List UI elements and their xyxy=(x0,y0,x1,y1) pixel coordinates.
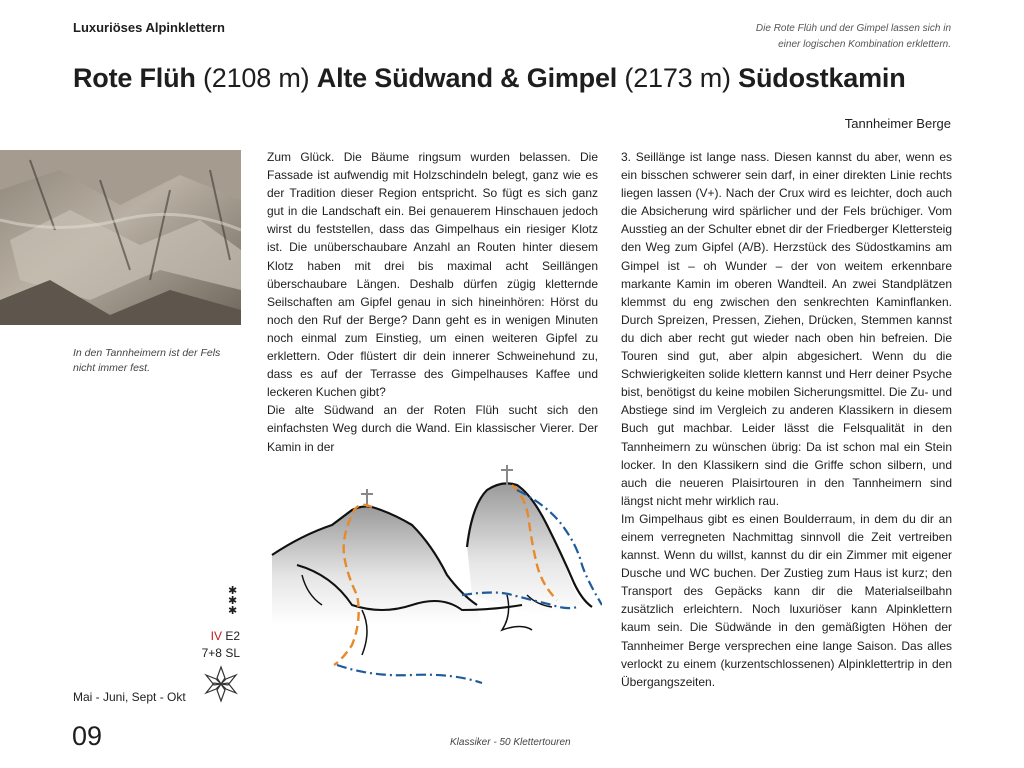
body-column-right xyxy=(621,148,952,691)
section-label: Luxuriöses Alpinklettern xyxy=(73,20,225,35)
body-paragraph: 3. Seillänge ist lange nass. Diesen kannst du aber, wenn es ein bisschen schwerer sein darf, in einer direkten Linie rechts liegen lassen (V+). Nach der Crux wird es leichter, doch auch die Absicherung wird spärlicher und der Fels brüchiger. Vom Ausstieg an der Schulter ebnet dir der Friedberger Klettersteig den Weg zum Gipfel (A/B). Herzstück des Südostkamins am Gimpel ist – oh Wunder – der von weitem erkennbare markante Kamin im oberen Wandteil. An zwei Standplätzen klemmst du eng zwischen den senkrechten Kaminflanken. Durch Spreizen, Pressen, Ziehen, Drücken, Stemmen kannst du dich aber recht gut wieder nach oben hin befreien. Die Touren sind gut, aber alpin abgesichert. Wenn du die Schwierigkeiten solide klettern kannst und Herr deiner Psyche bist, benötigst du keine mobilen Sicherungsmittel. Die Zu- und Abstiege sind im Vergleich zu anderen Klassikern in diesem Buch gut machbar. Leider lässt die Felsqualität in den Tannheimern zu wünschen übrig: Da ist schon mal ein Stein locker. In den Klassikern sind die Griffe schon silbern, und auch die neueren Plaisirtouren in den Tannheimern sind längst nicht mehr wirklich rau. xyxy=(621,150,952,508)
region-label: Tannheimer Berge xyxy=(844,116,951,131)
pitch-count: 7+8 SL xyxy=(201,646,240,660)
grade-uiaa: IV xyxy=(210,629,222,643)
summit-cross-2-icon xyxy=(501,465,513,485)
page-title xyxy=(73,63,906,94)
body-paragraph: Zum Glück. Die Bäume ringsum wurden belassen. Die Fassade ist aufwendig mit Holzschindeln belegt, ganz wie es der Tradition dieser Region entspricht. So fügt es sich ganz gut in die Landschaft ein. Bei genauerem Hinschauen jedoch wirst du feststellen, dass das Gimpelhaus ein riesiger Klotz ist. Die unüberschaubare Anzahl an Routen hinter diesem Klotz haben mit drei bis maximal acht Seillängen überschaubare Längen. Deshalb dürfen zügig kletternde Seilschaften am Gipfel genau in sich hineinhören: Hörst du noch den Ruf der Berge? Dann geht es in wenigen Minuten noch einmal zum Einstieg, um einen weiteren Gipfel zu erklettern. Oder flüstert dir dein innerer Schweinehund zu, dass es auf der Terrasse des Gimpelhauses Kaffee und leckeren Kuchen gibt? xyxy=(267,150,598,400)
tour-grade-block xyxy=(170,585,240,662)
title-height-2: (2173 m) xyxy=(624,63,731,93)
title-route-1: Alte Südwand & Gimpel xyxy=(316,63,618,93)
star-icon: ✱ xyxy=(228,585,238,597)
grade-line xyxy=(170,628,240,645)
star-icon: ✱ xyxy=(228,605,238,617)
photo-caption: In den Tannheimern ist der Fels nicht immer fest. xyxy=(73,347,221,374)
grade-commitment: E2 xyxy=(225,629,240,643)
header-caption: Die Rote Flüh und der Gimpel lassen sich in einer logischen Kombination erklettern. xyxy=(755,23,951,50)
footer-book-title: Klassiker - 50 Klettertouren xyxy=(450,737,571,748)
rock-photo-image xyxy=(0,150,241,325)
body-paragraph: Im Gimpelhaus gibt es einen Boulderraum, in dem du dir an einem verregneten Nachmittag sinnvoll die Zeit vertreiben kannst. Wenn du willst, kannst du dir ein Zimmer mit eigener Dusche und WC buchen. Der Zustieg zum Haus ist kurz; den Transport des Gepäcks kann dir die Materialseilbahn zusätzlich erleichtern. Noch luxuriöser kann Alpinklettern kaum sein. Die Südwände in den gemäßigten Höhen der Tannheimer Berge versprechen eine lange Saison. Das alles verlockt zu einem (kurzentschlossenen) Alpinklettertrip in den Übergangszeiten. xyxy=(621,511,952,689)
star-icon: ✱ xyxy=(228,595,238,607)
body-paragraph: Die alte Südwand an der Roten Flüh sucht sich den einfachsten Weg durch die Wand. Ein klassischer Vierer. Der Kamin in der xyxy=(267,403,598,454)
season-flower-icon xyxy=(204,664,238,709)
season-label: Mai - Juni, Sept - Okt xyxy=(73,690,186,704)
rock-photo xyxy=(0,150,241,325)
page-number: 09 xyxy=(72,721,103,751)
title-peak-1: Rote Flüh xyxy=(73,63,196,93)
route-topo-drawing xyxy=(262,455,602,700)
body-column-middle xyxy=(267,148,598,456)
title-route-2: Südostkamin xyxy=(738,63,906,93)
title-height-1: (2108 m) xyxy=(203,63,310,93)
